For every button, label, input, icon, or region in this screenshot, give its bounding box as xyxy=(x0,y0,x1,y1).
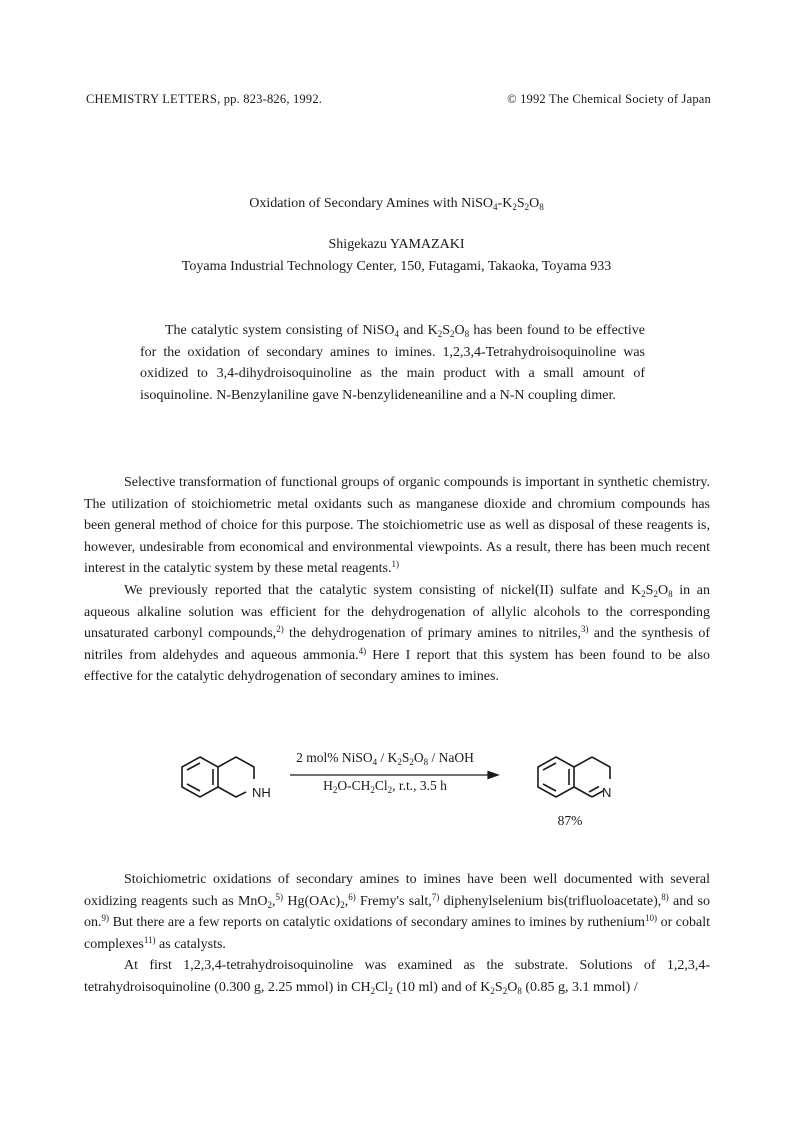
paragraph-4: At first 1,2,3,4-tetrahydroisoquinoline was examined as the substrate. Solutions of 1,2,3,4-tetrahydroisoquinoline (0.300 g, 2.25 mmol) in $CH_2Cl_2$ (10 ml) and of $K_2S_2O_8$ (0.85 g, 3.1 mmol) / xyxy=(84,958,710,996)
reaction-conditions: $H_2O-CH_2Cl_2$, r.t., 3.5 h xyxy=(323,778,447,795)
copyright-notice: © 1992 The Chemical Society of Japan xyxy=(507,92,711,106)
reactant-structure xyxy=(182,757,254,797)
paragraph-1: Selective transformation of functional groups of organic compounds is important in synthetic chemistry. The utilization of stoichiometric metal oxidants such as manganese dioxide and chromium compounds has been general method of choice for this purpose. The stoichiometric use as well as disposal of these reagents is, however, undesirable from economical and environmental viewpoints. As a result, there has been much recent interest in the catalytic system by these metal reagents.$^{1)}$ xyxy=(84,475,710,577)
paragraph-3: Stoichiometric oxidations of secondary amines to imines have been well documented with several oxidizing reagents such as MnO$_2$,$^{5)}$ $Hg(OAc)_2,^{6)}$ Fremy's salt,$^{7)}$ diphenylselenium bis(trifluoloacetate),$^{8)}$ and so on.$^{9)}$ But there are a few reports on catalytic oxidations of secondary amines to imines by ruthenium$^{10)}$ or cobalt complexes$^{11)}$ as catalysts. xyxy=(84,872,710,952)
product-n-label: N xyxy=(602,785,612,800)
journal-citation: CHEMISTRY LETTERS, pp. 823-826, 1992. xyxy=(86,92,323,106)
article-title: Oxidation of Secondary Amines with $NiSO_4-K_2S_2O_8$ xyxy=(249,196,544,212)
reaction-yield: 87% xyxy=(557,813,583,828)
author-name: Shigekazu YAMAZAKI xyxy=(328,237,465,252)
reactant-nh-label: NH xyxy=(252,785,271,800)
reaction-scheme xyxy=(180,745,630,835)
paragraph-2: We previously reported that the catalytic system consisting of nickel(II) sulfate and $K_2S_2O_8$ in an aqueous alkaline solution was efficient for the dehydrogenation of allylic alcohols to the corresponding unsaturated carbonyl compounds,$^{2)}$ the dehydrogenation of primary amines to nitriles,$^{3)}$ and the synthesis of nitriles from aldehydes and aqueous ammonia.$^{4)}$ Here I report that this system has been found to be also effective for the catalytic dehydrogenation of secondary amines to imines. xyxy=(84,582,711,685)
introduction xyxy=(84,472,710,688)
product-structure xyxy=(538,757,610,797)
author-affiliation: Toyama Industrial Technology Center, 150, Futagami, Takaoka, Toyama 933 xyxy=(181,259,612,274)
reaction-reagents: 2 mol% NiSO$_4$ / $K_2S_2O_8$ / NaOH xyxy=(296,750,474,767)
abstract: The catalytic system consisting of NiSO$_4$ and $K_2S_2O_8$ has been found to be effective for the oxidation of secondary amines to imines. 1,2,3,4-Tetrahydroisoquinoline was oxidized to 3,4-dihydroisoquinoline as the main product with a small amount of isoquinoline. N-Benzylaniline gave N-benzylideneaniline and a N-N coupling dimer. xyxy=(140,323,645,403)
body-continued xyxy=(84,869,710,999)
